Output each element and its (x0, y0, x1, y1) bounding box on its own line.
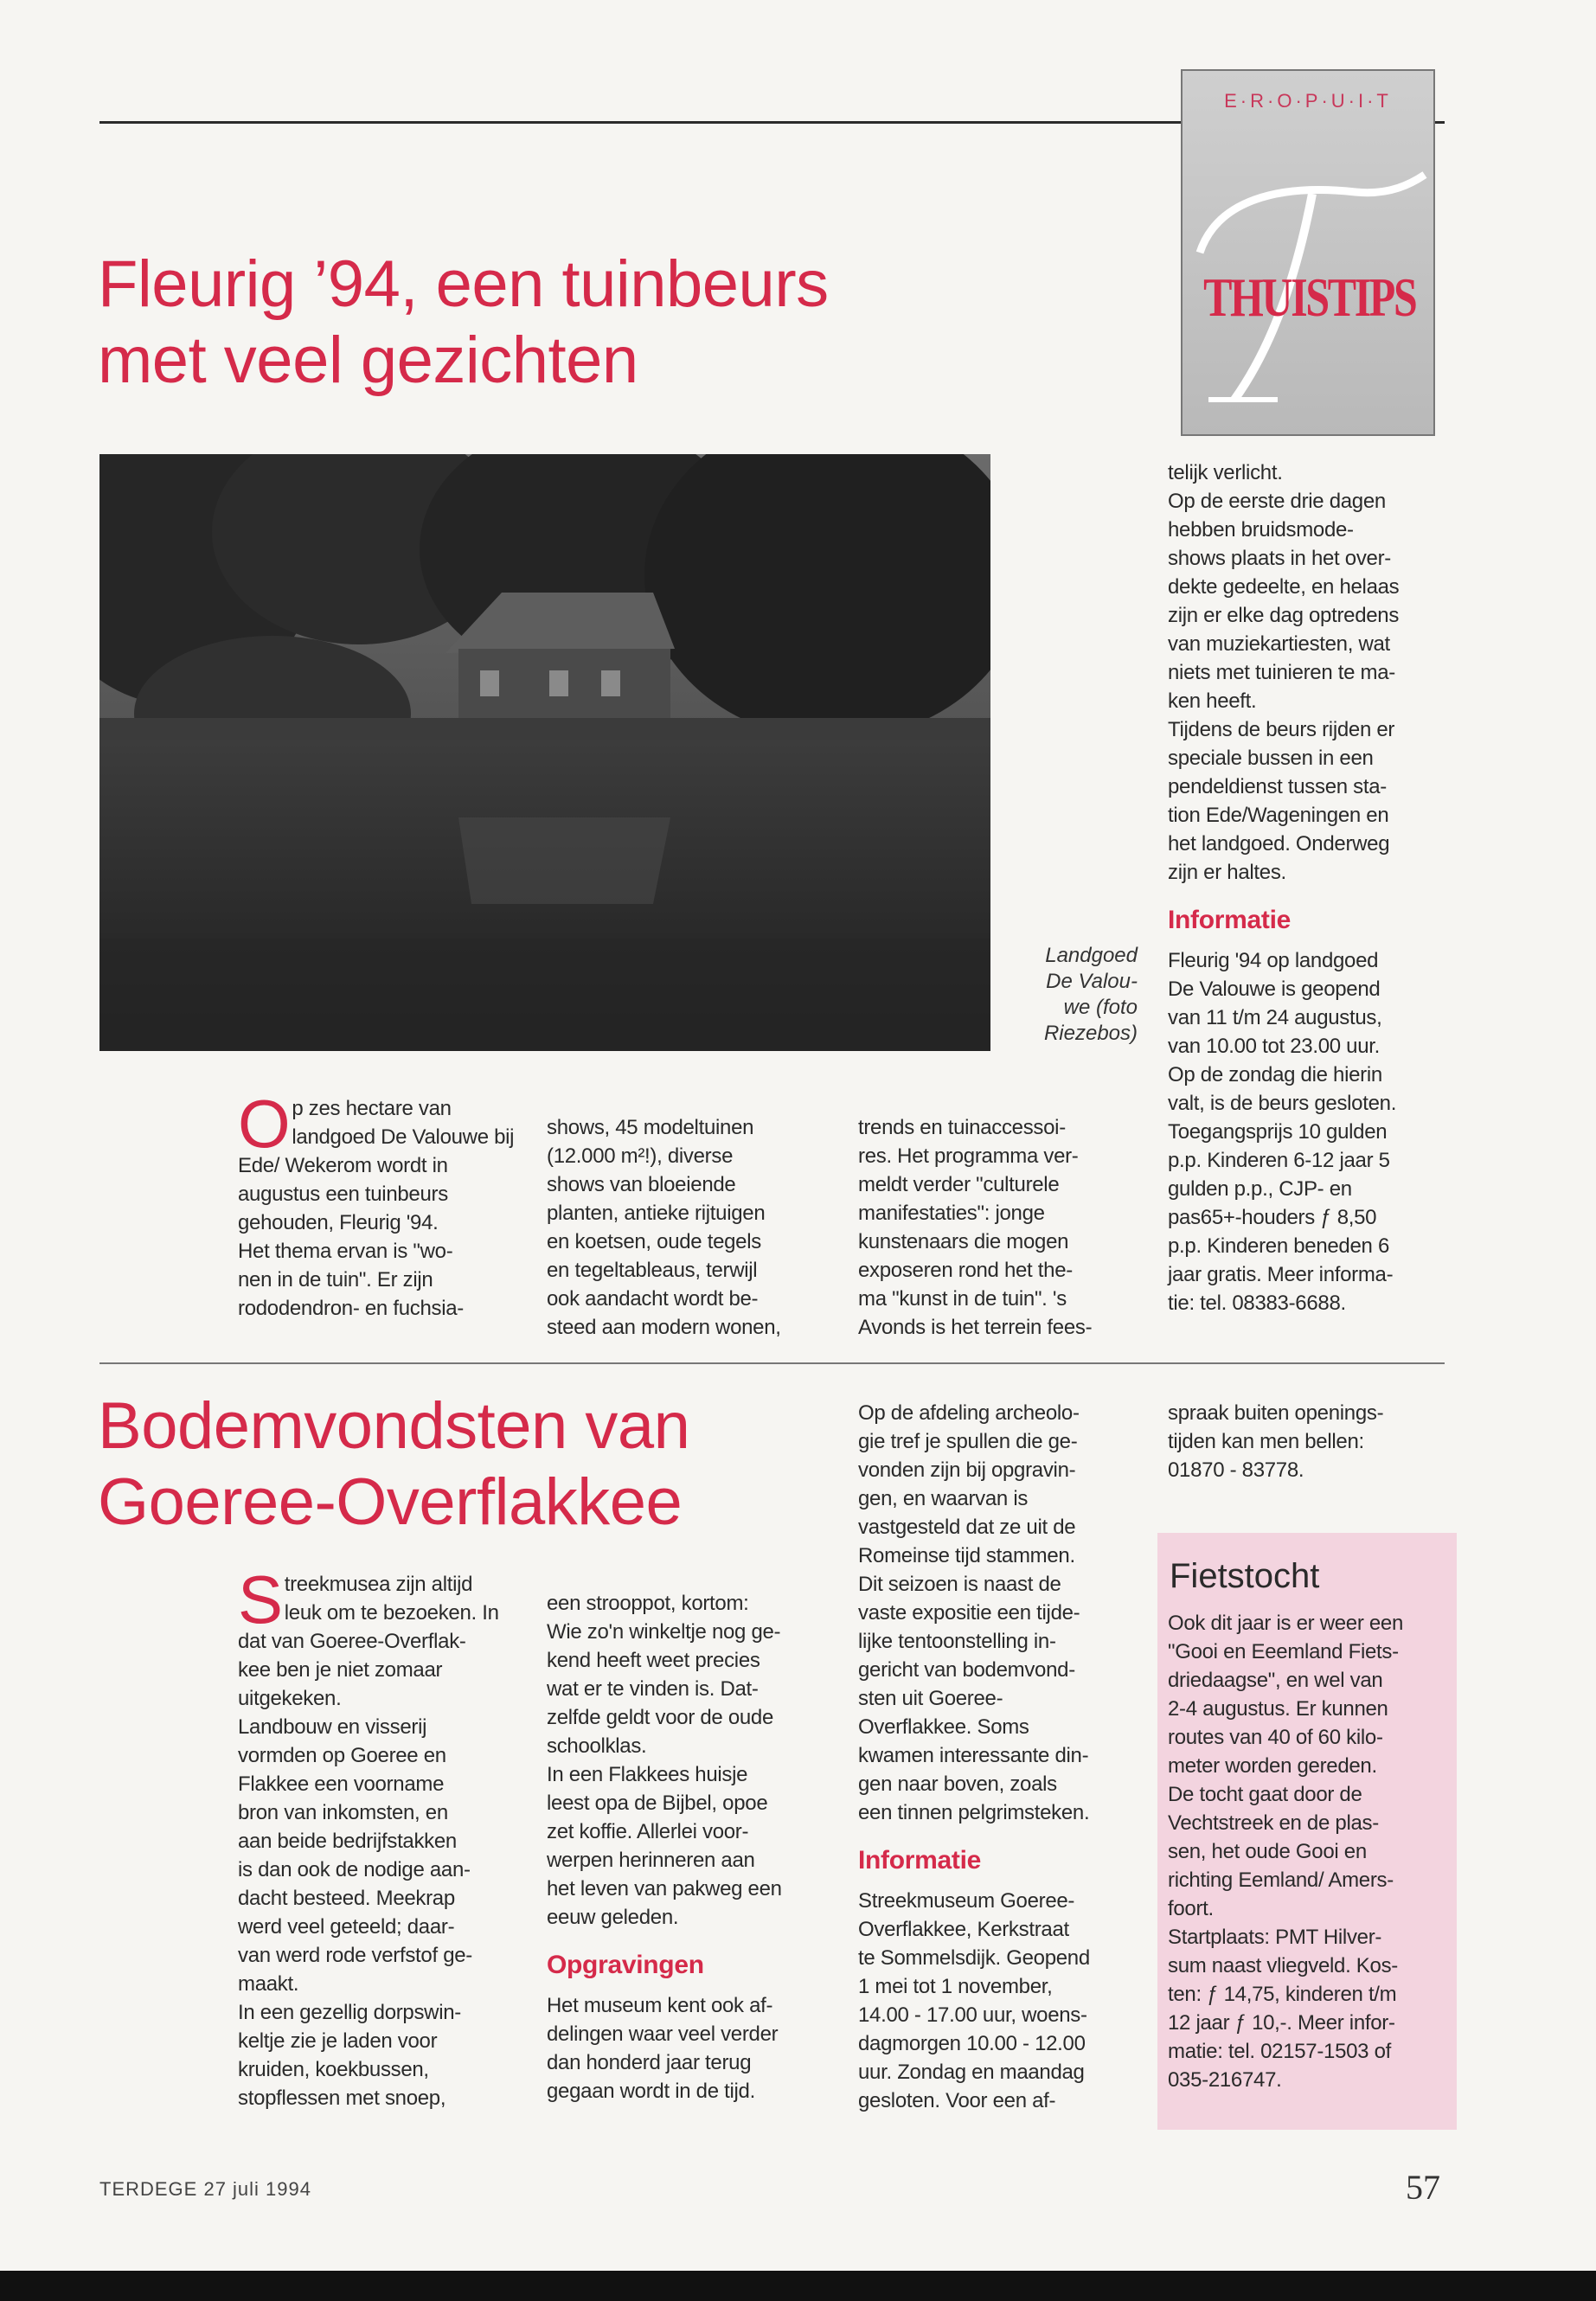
article-1-col-2 (547, 1113, 832, 1342)
article-2-col-3-text: Op de afdeling archeolo- gie tref je spullen die ge- vonden zijn bij opgravin- gen, en waarvan is vastgesteld dat ze uit de Romeinse tijd stammen. Dit seizoen is naast de vaste expositie een tijde- lijke tentoonstelling in- gericht van bodemvond- sten uit Goeree- Overflakkee. Soms kwamen interessante din- gen naar boven, zoals een tinnen pelgrimsteken. (858, 1401, 1090, 1824)
article-2-info-heading: Informatie (858, 1846, 982, 1875)
article-1-col-1 (238, 1086, 515, 1323)
fietstocht-text: Ook dit jaar is er weer een "Gooi en Eeemland Fiets- driedaagse", en wel van 2-4 augustus. Er kunnen routes van 40 of 60 kilo- meter worden gereden. De tocht gaat door de Vechtstreek en de plas- sen, het oude Gooi en richting Eemland/ Amers- foort. Startplaats: PMT Hilver- sum naast vliegveld. Kos- ten: ƒ 14,75, kinderen t/m 12 jaar ƒ 10,-. Meer infor- matie: tel. 02157-1503 of 035-216747. (1168, 1612, 1404, 2092)
article-2-col-2 (547, 1589, 832, 2106)
article-2-col-2-sub-text: Het museum kent ook af- delingen waar veel verder dan honderd jaar terug gegaan wordt in de tijd. (547, 1994, 779, 2103)
scan-bottom-edge (0, 2271, 1596, 2301)
article-2-col-1 (238, 1561, 523, 2112)
article-2-dropcap: S (238, 1561, 283, 1638)
article-1-col-1-text: p zes hectare van landgoed De Valouwe bij Ede/ Wekerom wordt in augustus een tuinbeurs gehouden, Fleurig '94. Het thema ervan is "wo- nen in de tuin". Er zijn rododendron- en fuchsia- (238, 1097, 515, 1320)
article-2-info-text: Streekmuseum Goeree- Overflakkee, Kerkstraat te Sommelsdijk. Geopend 1 mei tot 1 november, 14.00 - 17.00 uur, woens- dagmorgen 10.00 - 12.00 uur. Zondag en maandag gesloten. Voor een af- (858, 1889, 1090, 2112)
article-2-col-3 (858, 1399, 1144, 2115)
article-1-col-3-text: trends en tuinaccessoi- res. Het programma ver- meldt verder "culturele manifestaties": jonge kunstenaars die mogen exposeren rond het the- ma "kunst in de tuin". 's Avonds is het terrein fees- (858, 1116, 1093, 1339)
fietstocht-body (1168, 1609, 1453, 2094)
fietstocht-box (1157, 1533, 1457, 2130)
footer-publication: TERDEGE 27 juli 1994 (99, 2178, 311, 2200)
photo-caption: Landgoed De Valou- we (foto Riezebos) (1043, 944, 1138, 1045)
logo-kicker: E·R·O·P·U·I·T (1224, 90, 1392, 112)
article-1-col-3 (858, 1113, 1144, 1342)
article-1-info-text: Fleurig '94 op landgoed De Valouwe is geopend van 11 t/m 24 augustus, van 10.00 tot 23.00 uur. Op de zondag die hierin valt, is de beurs gesloten. Toegangsprijs 10 gulden p.p. Kinderen 6-12 jaar 5 gulden p.p., CJP- en pas65+-houders ƒ 8,50 p.p. Kinderen beneden 6 jaar gratis. Meer informa- tie: tel. 08383-6688. (1168, 949, 1397, 1315)
article-2-subheading: Opgravingen (547, 1951, 704, 1979)
article-1-col-4-text: telijk verlicht. Op de eerste drie dagen hebben bruidsmode- shows plaats in het over- dekte gedeelte, en helaas zijn er elke dag optredens van muziekartiesten, wat niets met tuinieren te ma- ken heeft. Tijdens de beurs rijden er speciale bussen in een pendeldienst tussen sta- tion Ede/Wageningen en het landgoed. Onderweg zijn er haltes. (1168, 461, 1400, 884)
article-2-col-4-text: spraak buiten openings- tijden kan men bellen: 01870 - 83778. (1168, 1401, 1384, 1482)
logo-word: THUISTIPS (1203, 266, 1416, 328)
fietstocht-title: Fietstocht (1170, 1557, 1320, 1595)
article-1-dropcap: O (238, 1086, 291, 1162)
article-2-col-1-text: treekmusea zijn altijd leuk om te bezoeken. In dat van Goeree-Overflak- kee ben je niet zomaar uitgekeken. Landbouw en visserij vormden op Goeree en Flakkee een voorname bron van inkomsten, en aan beide bedrijfstakken is dan ook de nodige aan- dacht besteed. Meekrap werd veel geteeld; daar- van werd rode verfstof ge- maakt. In een gezellig dorpswin- keltje zie je laden voor kruiden, koekbussen, stopflessen met snoep, (238, 1573, 499, 2110)
article-1-col-4 (1168, 458, 1453, 1317)
article-2-col-4 (1168, 1399, 1453, 1484)
article-1-info-heading: Informatie (1168, 906, 1292, 934)
thuistips-logo (1181, 69, 1435, 436)
section-divider (99, 1362, 1445, 1364)
article-1-col-2-text: shows, 45 modeltuinen (12.000 m²!), diverse shows van bloeiende planten, antieke rijtuigen en koetsen, oude tegels en tegeltableaus, terwijl ook aandacht wordt be- steed aan modern wonen, (547, 1116, 781, 1339)
page-number: 57 (1406, 2168, 1440, 2207)
photo-landgoed-image (99, 454, 990, 1051)
article-2-col-2-text: een strooppot, kortom: Wie zo'n winkeltje nog ge- kend heeft weet precies wat er te vinden is. Dat- zelfde geldt voor de oude schoolklas. In een Flakkees huisje leest opa de Bijbel, opoe zet koffie. Allerlei voor- werpen herinneren aan het leven van pakweg een eeuw geleden. (547, 1592, 782, 1929)
photo-landgoed (99, 454, 990, 1051)
article-1-title: Fleurig ’94, een tuinbeurs met veel gezichten (98, 247, 829, 397)
article-2-title: Bodemvondsten van Goeree-Overflakkee (98, 1389, 690, 1539)
